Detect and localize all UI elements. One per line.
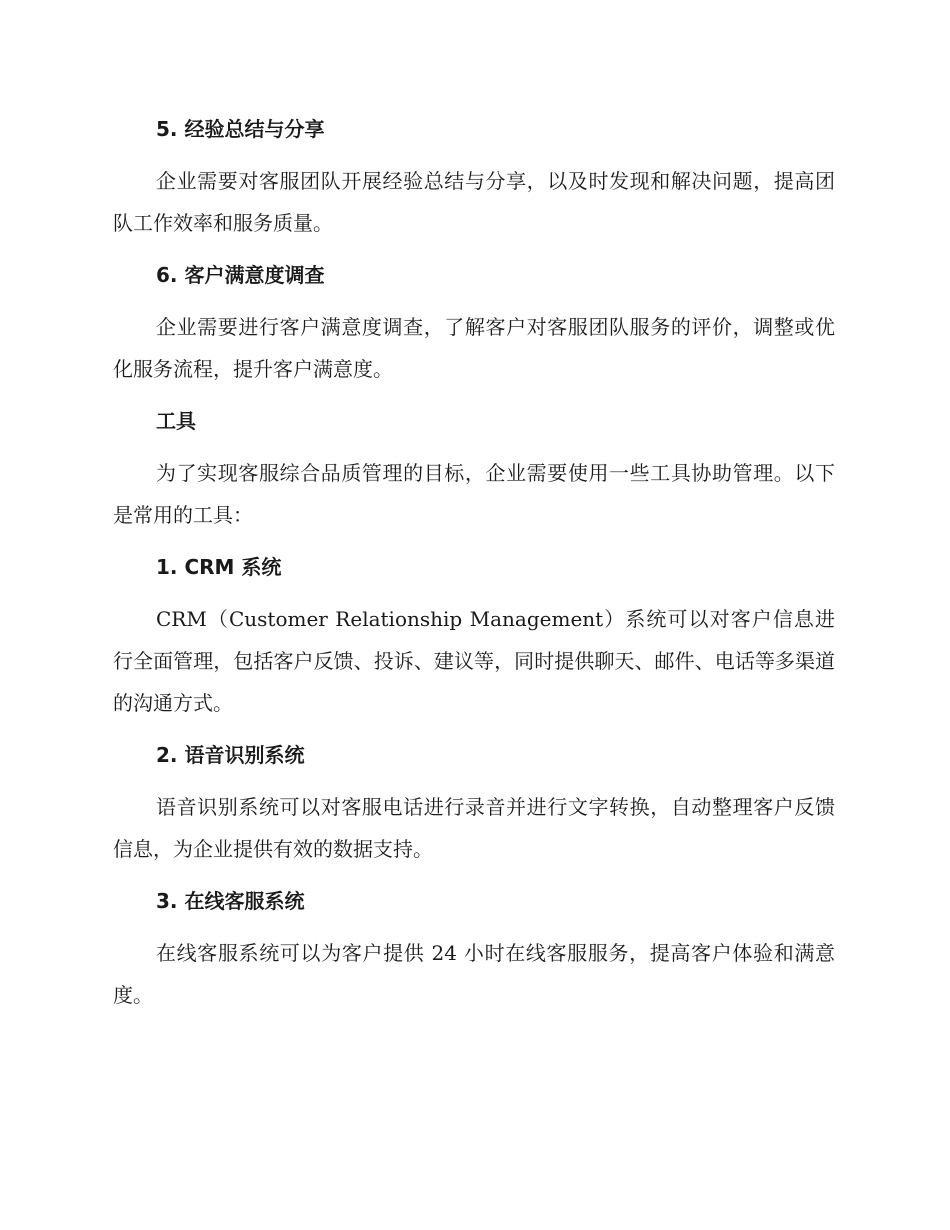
paragraph-tools-intro: 为了实现客服综合品质管理的目标，企业需要使用一些工具协助管理。以下是常用的工具： <box>113 461 835 527</box>
section-heading-satisfaction-survey: 6. 客户满意度调查 <box>156 263 325 287</box>
paragraph-crm-system: CRM（Customer Relationship Management）系统可以对客户信息进行全面管理，包括客户反馈、投诉、建议等，同时提供聊天、邮件、电话等多渠道的沟通方式。 <box>113 607 835 715</box>
section-heading-experience-sharing: 5. 经验总结与分享 <box>156 117 325 141</box>
paragraph-experience-sharing: 企业需要对客服团队开展经验总结与分享，以及时发现和解决问题，提高团队工作效率和服务质量。 <box>113 169 835 235</box>
paragraph-satisfaction-survey: 企业需要进行客户满意度调查，了解客户对客服团队服务的评价，调整或优化服务流程，提升客户满意度。 <box>113 315 835 381</box>
section-heading-crm-system: 1. CRM 系统 <box>156 555 282 579</box>
section-heading-online-service: 3. 在线客服系统 <box>156 889 305 913</box>
paragraph-speech-recognition: 语音识别系统可以对客服电话进行录音并进行文字转换，自动整理客户反馈信息，为企业提供有效的数据支持。 <box>113 795 835 861</box>
document-body <box>113 108 835 1026</box>
section-heading-tools: 工具 <box>156 409 196 433</box>
paragraph-online-service: 在线客服系统可以为客户提供 24 小时在线客服服务，提高客户体验和满意度。 <box>113 941 835 1007</box>
section-heading-speech-recognition: 2. 语音识别系统 <box>156 743 305 767</box>
